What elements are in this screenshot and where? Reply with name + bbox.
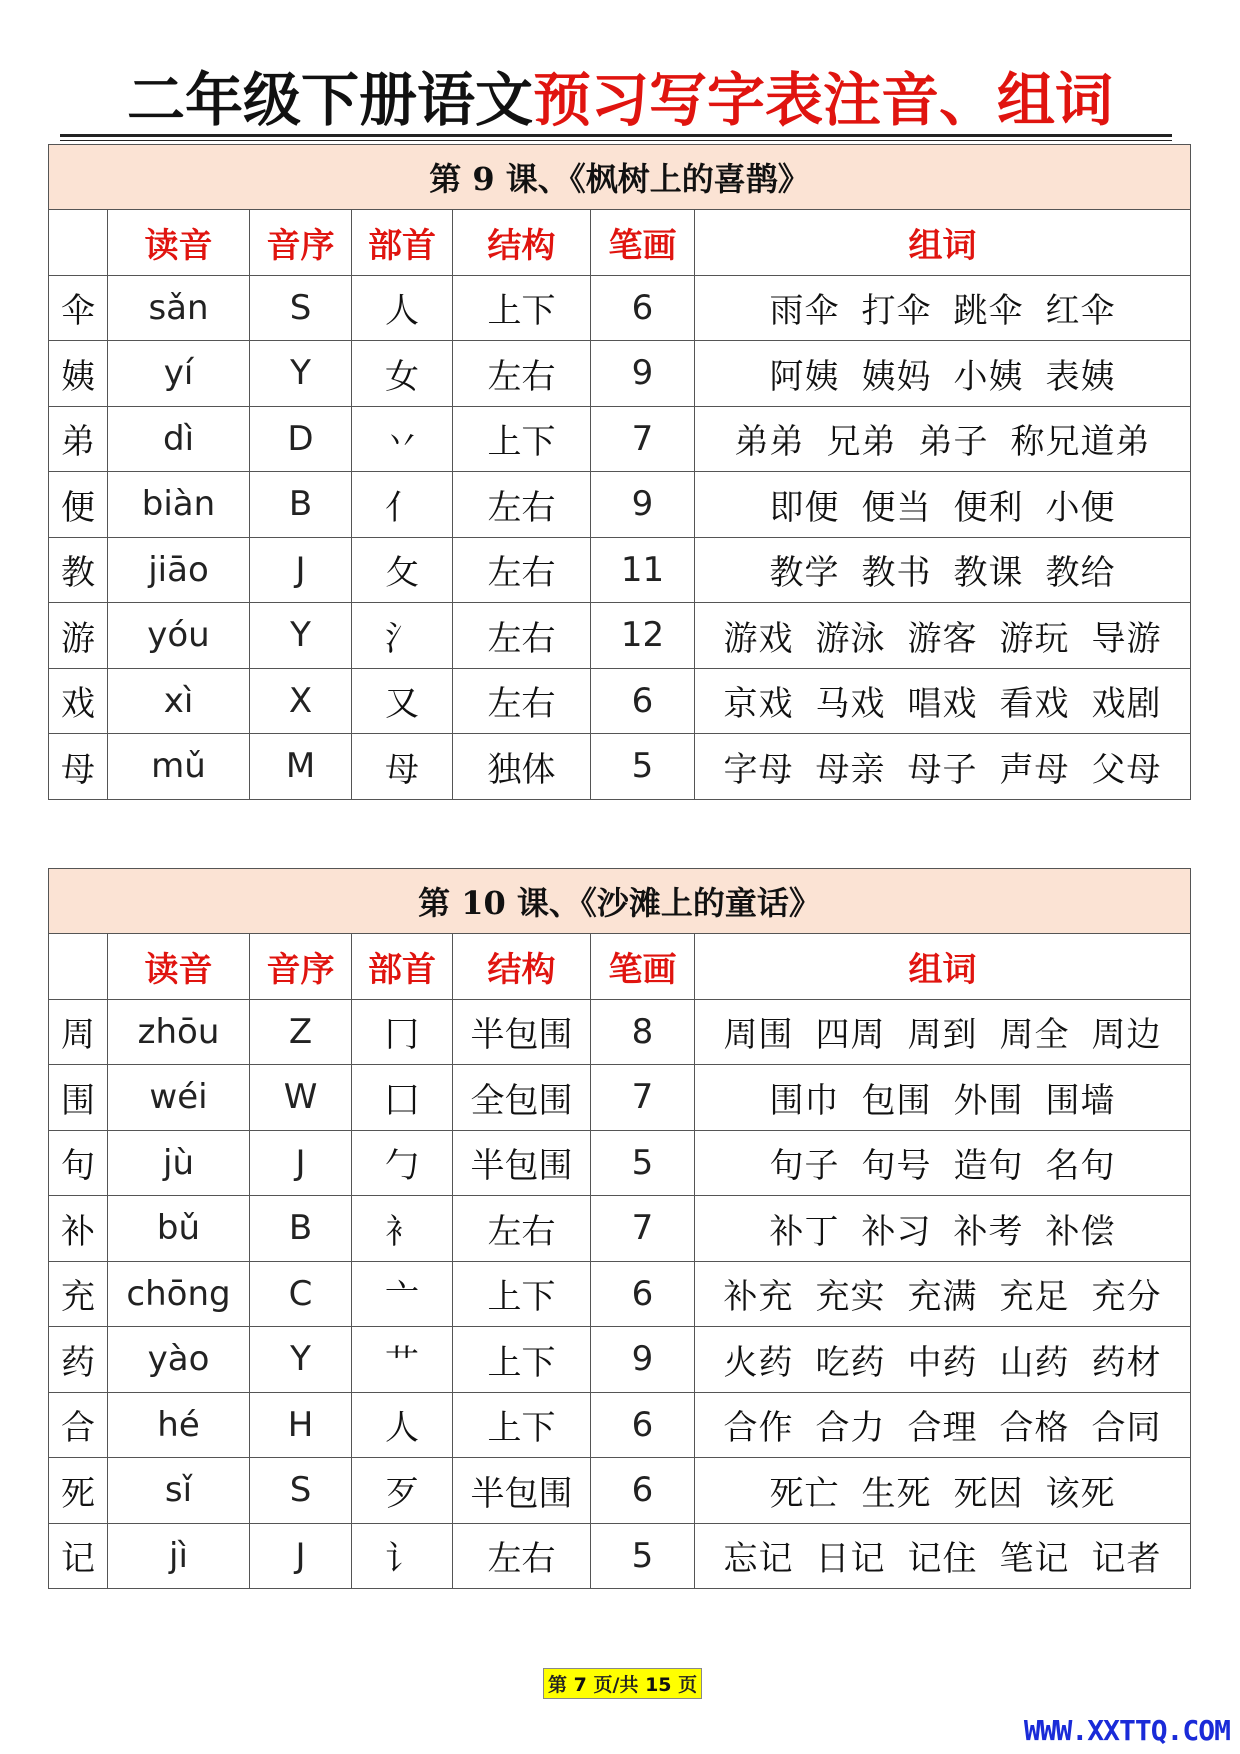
char-cell: 周 — [49, 999, 108, 1065]
column-header: 读音 — [108, 934, 250, 1000]
char-cell: 便 — [49, 472, 108, 538]
initial-cell: B — [250, 1196, 352, 1262]
structure-cell: 半包围 — [453, 999, 591, 1065]
column-header: 组词 — [695, 210, 1191, 276]
table-row — [49, 1392, 1191, 1458]
table-row — [49, 1065, 1191, 1131]
initial-cell: M — [250, 734, 352, 800]
radical-cell: 艹 — [352, 1327, 453, 1393]
radical-cell: 丷 — [352, 406, 453, 472]
strokes-cell: 5 — [591, 1523, 695, 1589]
title-underline-thick — [60, 134, 1172, 137]
initial-cell: J — [250, 537, 352, 603]
structure-cell: 上下 — [453, 1392, 591, 1458]
pinyin-cell: jì — [108, 1523, 250, 1589]
initial-cell: S — [250, 275, 352, 341]
char-cell: 围 — [49, 1065, 108, 1131]
strokes-cell: 6 — [591, 1392, 695, 1458]
structure-cell: 半包围 — [453, 1458, 591, 1524]
page-mid: 页/共 — [593, 1674, 639, 1696]
structure-cell: 左右 — [453, 1523, 591, 1589]
initial-cell: X — [250, 668, 352, 734]
words-cell: 字母 母亲 母子 声母 父母 — [695, 734, 1191, 800]
radical-cell: 氵 — [352, 603, 453, 669]
table-row — [49, 275, 1191, 341]
pinyin-cell: bǔ — [108, 1196, 250, 1262]
pinyin-cell: yóu — [108, 603, 250, 669]
pinyin-cell: yào — [108, 1327, 250, 1393]
pinyin-cell: mǔ — [108, 734, 250, 800]
table-row — [49, 1261, 1191, 1327]
strokes-cell: 11 — [591, 537, 695, 603]
title-part-2: 预习写字表注音、组词 — [533, 66, 1114, 134]
radical-cell: 攵 — [352, 537, 453, 603]
title-underline-thin — [60, 140, 1172, 141]
page-prefix: 第 — [548, 1674, 568, 1696]
initial-cell: W — [250, 1065, 352, 1131]
table-row — [49, 1196, 1191, 1262]
initial-cell: Y — [250, 341, 352, 407]
pinyin-cell: sǎn — [108, 275, 250, 341]
words-cell: 京戏 马戏 唱戏 看戏 戏剧 — [695, 668, 1191, 734]
page-suffix: 页 — [678, 1674, 698, 1696]
column-header: 部首 — [352, 210, 453, 276]
lesson-title: 第 9 课、《枫树上的喜鹊》 — [49, 145, 1191, 210]
structure-cell: 左右 — [453, 537, 591, 603]
pinyin-cell: wéi — [108, 1065, 250, 1131]
title-part-1: 二年级下册语文 — [126, 66, 533, 134]
strokes-cell: 7 — [591, 1196, 695, 1262]
structure-cell: 左右 — [453, 603, 591, 669]
structure-cell: 上下 — [453, 1327, 591, 1393]
char-cell: 死 — [49, 1458, 108, 1524]
initial-cell: Z — [250, 999, 352, 1065]
char-cell: 充 — [49, 1261, 108, 1327]
strokes-cell: 7 — [591, 1065, 695, 1131]
structure-cell: 上下 — [453, 1261, 591, 1327]
pinyin-cell: xì — [108, 668, 250, 734]
radical-cell: 勹 — [352, 1130, 453, 1196]
strokes-cell: 8 — [591, 999, 695, 1065]
structure-cell: 全包围 — [453, 1065, 591, 1131]
initial-cell: Y — [250, 603, 352, 669]
char-cell: 句 — [49, 1130, 108, 1196]
char-cell: 伞 — [49, 275, 108, 341]
initial-cell: H — [250, 1392, 352, 1458]
words-cell: 雨伞 打伞 跳伞 红伞 — [695, 275, 1191, 341]
pinyin-cell: sǐ — [108, 1458, 250, 1524]
column-header: 笔画 — [591, 934, 695, 1000]
words-cell: 补充 充实 充满 充足 充分 — [695, 1261, 1191, 1327]
structure-cell: 上下 — [453, 406, 591, 472]
strokes-cell: 5 — [591, 1130, 695, 1196]
strokes-cell: 6 — [591, 1261, 695, 1327]
table-row — [49, 1130, 1191, 1196]
initial-cell: B — [250, 472, 352, 538]
column-header — [49, 934, 108, 1000]
strokes-cell: 6 — [591, 668, 695, 734]
table-row — [49, 341, 1191, 407]
column-header-row — [49, 210, 1191, 276]
char-cell: 母 — [49, 734, 108, 800]
column-header-row — [49, 934, 1191, 1000]
radical-cell: 人 — [352, 275, 453, 341]
table-row — [49, 1327, 1191, 1393]
initial-cell: J — [250, 1523, 352, 1589]
initial-cell: D — [250, 406, 352, 472]
pinyin-cell: hé — [108, 1392, 250, 1458]
table-row — [49, 668, 1191, 734]
radical-cell: 又 — [352, 668, 453, 734]
words-cell: 死亡 生死 死因 该死 — [695, 1458, 1191, 1524]
radical-cell: 歹 — [352, 1458, 453, 1524]
radical-cell: 冂 — [352, 999, 453, 1065]
column-header: 笔画 — [591, 210, 695, 276]
words-cell: 补丁 补习 补考 补偿 — [695, 1196, 1191, 1262]
structure-cell: 左右 — [453, 341, 591, 407]
table-row — [49, 999, 1191, 1065]
structure-cell: 左右 — [453, 668, 591, 734]
words-cell: 教学 教书 教课 教给 — [695, 537, 1191, 603]
words-cell: 火药 吃药 中药 山药 药材 — [695, 1327, 1191, 1393]
table-row — [49, 734, 1191, 800]
initial-cell: S — [250, 1458, 352, 1524]
words-cell: 即便 便当 便利 小便 — [695, 472, 1191, 538]
pinyin-cell: biàn — [108, 472, 250, 538]
lesson-10-table — [48, 868, 1191, 1589]
column-header: 音序 — [250, 934, 352, 1000]
strokes-cell: 6 — [591, 1458, 695, 1524]
strokes-cell: 9 — [591, 472, 695, 538]
radical-cell: 讠 — [352, 1523, 453, 1589]
table-row — [49, 537, 1191, 603]
radical-cell: 亻 — [352, 472, 453, 538]
pinyin-cell: dì — [108, 406, 250, 472]
words-cell: 合作 合力 合理 合格 合同 — [695, 1392, 1191, 1458]
column-header: 结构 — [453, 934, 591, 1000]
radical-cell: 母 — [352, 734, 453, 800]
char-cell: 记 — [49, 1523, 108, 1589]
structure-cell: 独体 — [453, 734, 591, 800]
strokes-cell: 6 — [591, 275, 695, 341]
char-cell: 药 — [49, 1327, 108, 1393]
page-number — [543, 1668, 702, 1699]
pinyin-cell: jù — [108, 1130, 250, 1196]
structure-cell: 左右 — [453, 472, 591, 538]
page-title — [0, 62, 1240, 138]
char-cell: 戏 — [49, 668, 108, 734]
strokes-cell: 9 — [591, 1327, 695, 1393]
radical-cell: 衤 — [352, 1196, 453, 1262]
lesson-title-row — [49, 869, 1191, 934]
char-cell: 弟 — [49, 406, 108, 472]
column-header: 组词 — [695, 934, 1191, 1000]
words-cell: 周围 四周 周到 周全 周边 — [695, 999, 1191, 1065]
pinyin-cell: zhōu — [108, 999, 250, 1065]
initial-cell: Y — [250, 1327, 352, 1393]
lesson-title: 第 10 课、《沙滩上的童话》 — [49, 869, 1191, 934]
radical-cell: 人 — [352, 1392, 453, 1458]
pinyin-cell: jiāo — [108, 537, 250, 603]
pinyin-cell: chōng — [108, 1261, 250, 1327]
strokes-cell: 5 — [591, 734, 695, 800]
table-row — [49, 406, 1191, 472]
words-cell: 游戏 游泳 游客 游玩 导游 — [695, 603, 1191, 669]
strokes-cell: 12 — [591, 603, 695, 669]
radical-cell: 囗 — [352, 1065, 453, 1131]
structure-cell: 上下 — [453, 275, 591, 341]
words-cell: 忘记 日记 记住 笔记 记者 — [695, 1523, 1191, 1589]
initial-cell: J — [250, 1130, 352, 1196]
words-cell: 弟弟 兄弟 弟子 称兄道弟 — [695, 406, 1191, 472]
strokes-cell: 7 — [591, 406, 695, 472]
table-row — [49, 472, 1191, 538]
initial-cell: C — [250, 1261, 352, 1327]
page-current: 7 — [573, 1674, 587, 1696]
column-header: 音序 — [250, 210, 352, 276]
column-header: 读音 — [108, 210, 250, 276]
table-row — [49, 603, 1191, 669]
site-watermark: WWW.XXTTQ.COM — [1023, 1714, 1230, 1747]
table-row — [49, 1523, 1191, 1589]
pinyin-cell: yí — [108, 341, 250, 407]
lesson-title-row — [49, 145, 1191, 210]
column-header — [49, 210, 108, 276]
structure-cell: 左右 — [453, 1196, 591, 1262]
words-cell: 围巾 包围 外围 围墙 — [695, 1065, 1191, 1131]
char-cell: 合 — [49, 1392, 108, 1458]
lesson-9-table — [48, 144, 1191, 800]
words-cell: 句子 句号 造句 名句 — [695, 1130, 1191, 1196]
structure-cell: 半包围 — [453, 1130, 591, 1196]
char-cell: 游 — [49, 603, 108, 669]
char-cell: 教 — [49, 537, 108, 603]
column-header: 部首 — [352, 934, 453, 1000]
page-total: 15 — [645, 1674, 672, 1696]
radical-cell: 亠 — [352, 1261, 453, 1327]
char-cell: 补 — [49, 1196, 108, 1262]
char-cell: 姨 — [49, 341, 108, 407]
words-cell: 阿姨 姨妈 小姨 表姨 — [695, 341, 1191, 407]
radical-cell: 女 — [352, 341, 453, 407]
table-row — [49, 1458, 1191, 1524]
strokes-cell: 9 — [591, 341, 695, 407]
column-header: 结构 — [453, 210, 591, 276]
